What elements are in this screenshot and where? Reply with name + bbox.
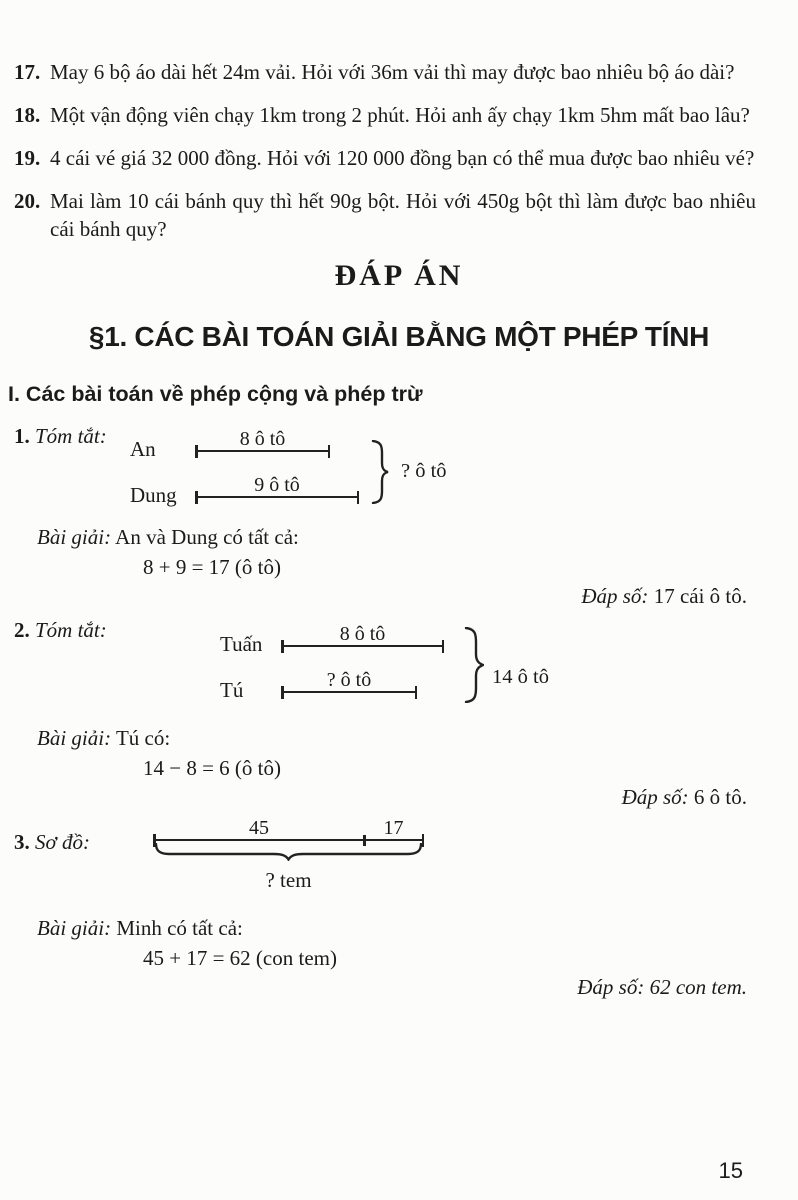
solution-2-answer [0, 784, 747, 811]
answer-value: 6 ô tô. [693, 785, 747, 809]
subsection-heading: I. Các bài toán về phép cộng và phép trừ [8, 382, 423, 406]
right-brace-icon [464, 627, 484, 703]
section-heading: §1. CÁC BÀI TOÁN GIẢI BẰNG MỘT PHÉP TÍNH [88, 321, 710, 352]
right-brace-icon [371, 440, 389, 504]
solution-3-heading [14, 830, 90, 854]
solution-intro-text: Minh có tất cả: [116, 916, 243, 940]
answer-label: Đáp số: [577, 975, 645, 999]
bar-row-name: Dung [130, 483, 177, 507]
solution-2-heading [14, 618, 107, 642]
solution-label: Tóm tắt: [35, 424, 107, 448]
quantity-bar [196, 428, 329, 452]
solution-3-equation: 45 + 17 = 62 (con tem) [143, 946, 337, 970]
segment-value-label: 45 [249, 817, 269, 839]
brace-total-label: ? ô tô [401, 460, 447, 482]
answer-label: Đáp số: [581, 584, 649, 608]
bar-value-label: ? ô tô [326, 669, 372, 691]
solution-2-equation: 14 − 8 = 6 (ô tô) [143, 756, 282, 780]
solution-3-intro [37, 915, 798, 942]
quantity-bar [282, 623, 443, 647]
problem-number: 19. [14, 146, 41, 170]
solution-1-heading [14, 424, 107, 448]
solution-2-diagram [0, 616, 798, 720]
answer-value: 17 cái ô tô. [653, 584, 747, 608]
solution-label: Tóm tắt: [35, 618, 107, 642]
bar-row-name: Tuấn [220, 632, 263, 656]
problem-20 [14, 187, 756, 243]
solution-number: 3. [14, 830, 30, 854]
solution-3-answer [0, 974, 747, 1001]
problem-number: 17. [14, 60, 41, 84]
page-number: 15 [718, 1158, 743, 1183]
answer-value: 62 con tem. [649, 975, 747, 999]
solution-label: Bài giải: [37, 916, 112, 940]
solution-1-answer [0, 583, 747, 610]
solution-number: 1. [14, 424, 30, 448]
solution-1-diagram [0, 420, 798, 512]
problem-number: 20. [14, 189, 41, 213]
quantity-bar [282, 669, 416, 693]
solution-1-equation: 8 + 9 = 17 (ô tô) [143, 555, 282, 579]
under-brace-icon [154, 843, 423, 861]
exercise-list [0, 0, 798, 243]
problem-17 [14, 58, 756, 86]
solution-intro-text: An và Dung có tất cả: [115, 525, 299, 549]
solution-label: Sơ đồ: [35, 830, 90, 854]
bar-row-name: Tú [220, 678, 244, 702]
solution-intro-text: Tú có: [115, 726, 171, 750]
solution-1-intro [37, 524, 798, 551]
problem-text: May 6 bộ áo dài hết 24m vải. Hỏi với 36m vải thì may được bao nhiêu bộ áo dài? [50, 60, 735, 84]
problem-text: Một vận động viên chạy 1km trong 2 phút. Hỏi anh ấy chạy 1km 5hm mất bao lâu? [50, 103, 750, 127]
problem-text: 4 cái vé giá 32 000 đồng. Hỏi với 120 000 đồng bạn có thể mua được bao nhiêu vé? [50, 146, 755, 170]
answers-title: ĐÁP ÁN [334, 259, 464, 292]
solution-3-diagram [0, 817, 798, 908]
problem-number: 18. [14, 103, 41, 127]
brace-total-label: ? tem [265, 868, 312, 892]
bar-value-label: 8 ô tô [339, 623, 386, 645]
brace-total-label: 14 ô tô [492, 666, 549, 688]
segment-value-label: 17 [383, 817, 404, 839]
problem-19 [14, 144, 756, 172]
solution-number: 2. [14, 618, 30, 642]
bar-value-label: 8 ô tô [239, 428, 286, 450]
problem-text: Mai làm 10 cái bánh quy thì hết 90g bột. Hỏi với 450g bột thì làm được bao nhiêu cái bánh quy? [50, 189, 756, 241]
bar-value-label: 9 ô tô [254, 474, 300, 496]
solution-label: Bài giải: [37, 726, 112, 750]
solution-2-intro [37, 725, 798, 752]
problem-18 [14, 101, 756, 129]
quantity-bar [196, 474, 358, 498]
answer-label: Đáp số: [621, 785, 689, 809]
solution-label: Bài giải: [37, 525, 112, 549]
quantity-bar [154, 817, 423, 841]
bar-row-name: An [130, 437, 156, 461]
